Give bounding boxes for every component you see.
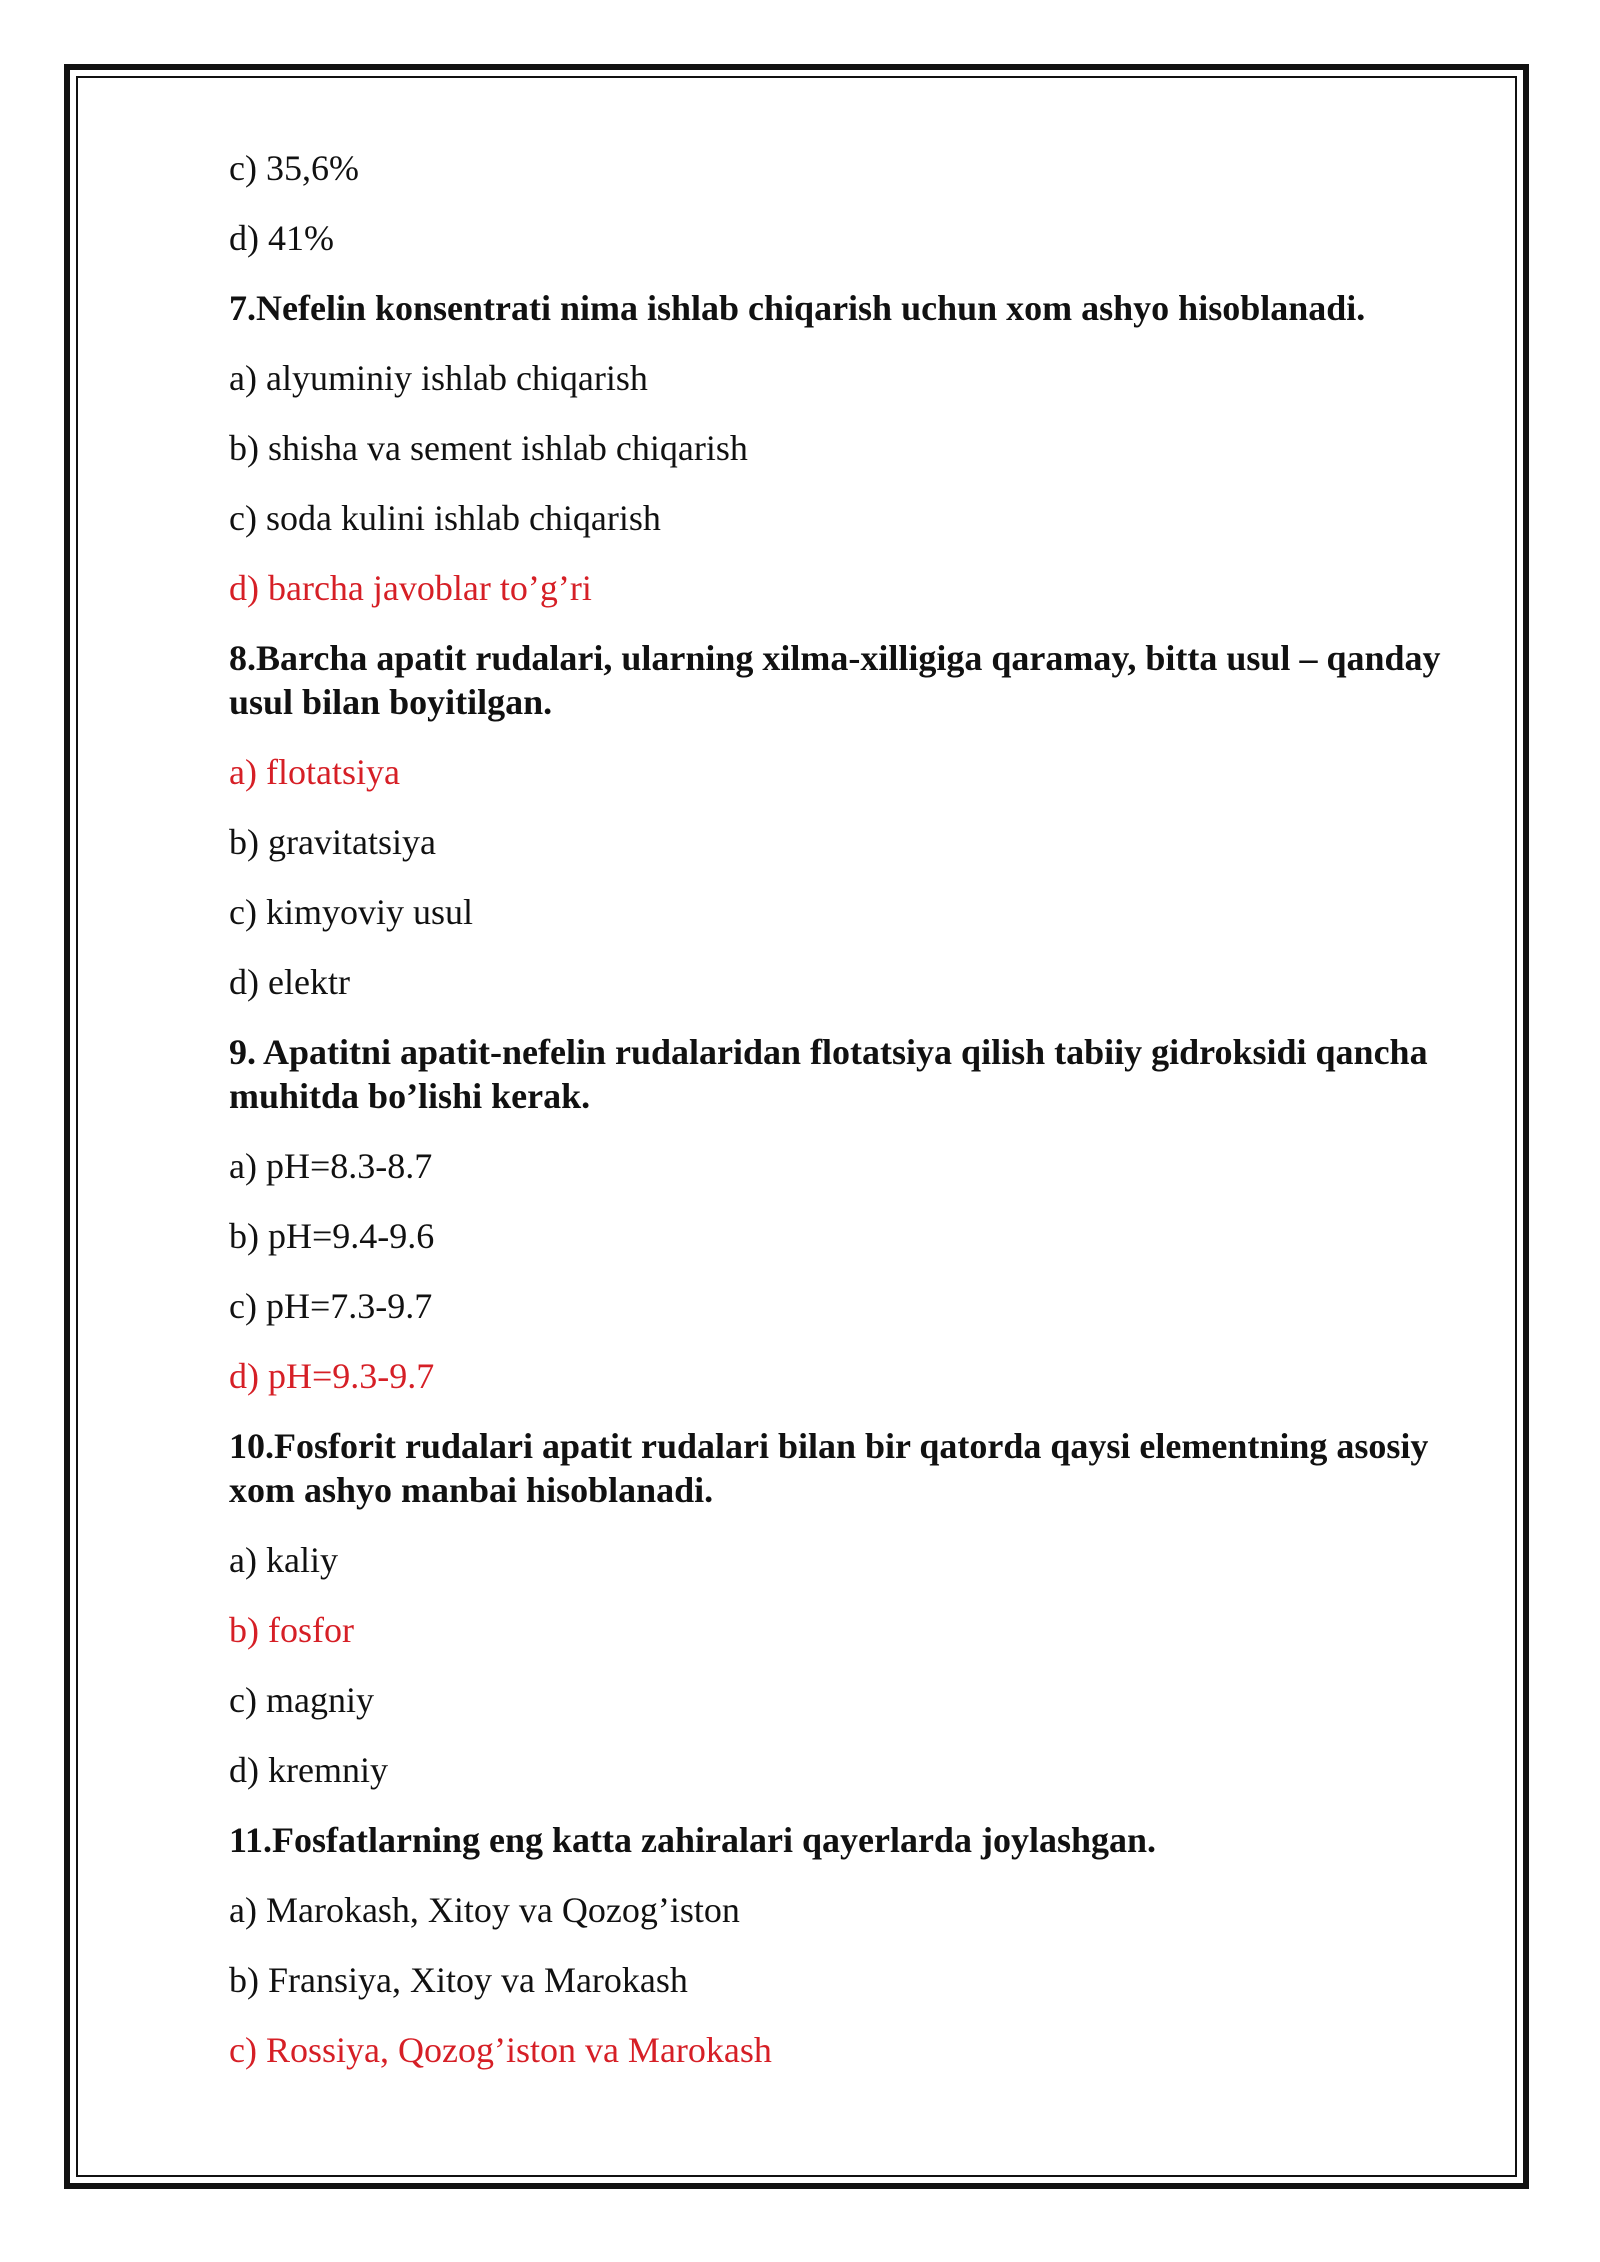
question-block-7 (229, 286, 1489, 610)
question-title-10: 10.Fosforit rudalari apatit rudalari bilan bir qatorda qaysi elementning asosiy xom ashyo manbai hisoblanadi. (229, 1426, 1429, 1510)
option-7b: b) shisha va sement ishlab chiqarish (229, 428, 748, 468)
question-title-9: 9. Apatitni apatit-nefelin rudalaridan flotatsiya qilish tabiiy gidroksidi qancha muhitda bo’lishi kerak. (229, 1032, 1428, 1116)
question-block-8 (229, 636, 1489, 1004)
option-d-prev: d) 41% (229, 218, 334, 258)
question-title-7: 7.Nefelin konsentrati nima ishlab chiqarish uchun xom ashyo hisoblanadi. (229, 288, 1366, 328)
option-7a: a) alyuminiy ishlab chiqarish (229, 358, 648, 398)
option-8a-correct: a) flotatsiya (229, 752, 400, 792)
option-9d-correct: d) pH=9.3-9.7 (229, 1356, 435, 1396)
option-11a: a) Marokash, Xitoy va Qozog’iston (229, 1890, 740, 1930)
quiz-content (229, 146, 1489, 2098)
option-11b: b) Fransiya, Xitoy va Marokash (229, 1960, 688, 2000)
question-title-8: 8.Barcha apatit rudalari, ularning xilma-xilligiga qaramay, bitta usul – qanday usul bilan boyitilgan. (229, 638, 1441, 722)
option-11c-correct: c) Rossiya, Qozog’iston va Marokash (229, 2030, 772, 2070)
option-c-prev: c) 35,6% (229, 148, 359, 188)
option-8d: d) elektr (229, 962, 350, 1002)
question-block-9 (229, 1030, 1489, 1398)
option-7c: c) soda kulini ishlab chiqarish (229, 498, 661, 538)
question-block-10 (229, 1424, 1489, 1792)
option-10d: d) kremniy (229, 1750, 388, 1790)
option-10b-correct: b) fosfor (229, 1610, 354, 1650)
option-9a: a) pH=8.3-8.7 (229, 1146, 433, 1186)
option-10c: c) magniy (229, 1680, 374, 1720)
option-8c: c) kimyoviy usul (229, 892, 473, 932)
option-8b: b) gravitatsiya (229, 822, 436, 862)
option-10a: a) kaliy (229, 1540, 338, 1580)
option-7d-correct: d) barcha javoblar to’g’ri (229, 568, 592, 608)
option-9b: b) pH=9.4-9.6 (229, 1216, 435, 1256)
question-title-11: 11.Fosfatlarning eng katta zahiralari qayerlarda joylashgan. (229, 1820, 1156, 1860)
option-9c: c) pH=7.3-9.7 (229, 1286, 433, 1326)
question-block-11 (229, 1818, 1489, 2072)
